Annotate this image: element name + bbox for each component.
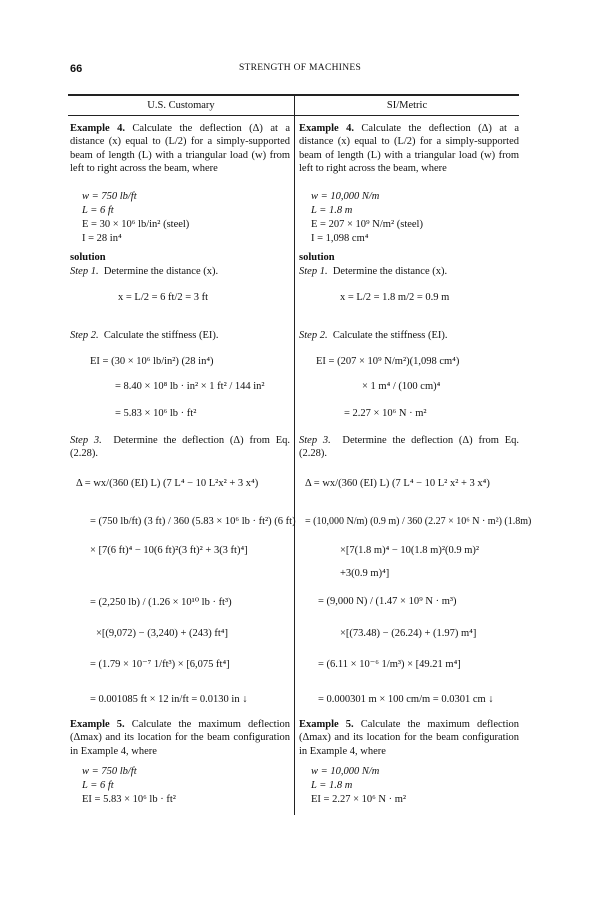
- ex5-given-L: L = 1.8 m: [311, 780, 353, 791]
- example-text: Calculate the deflection (Δ) at a distance (x) equal to (L/2) for a simply-supported beam of length (L) with a triangular load (w) from left to right across the beam, where: [299, 123, 520, 175]
- left-column-title: U.S. Customary: [147, 100, 215, 111]
- given-E: E = 30 × 10⁶ lb/in² (steel): [82, 219, 190, 230]
- deflection-line-2: = (10,000 N/m) (0.9 m) / 360 (2.27 × 10⁶ N · m²) (1.8m): [305, 516, 532, 527]
- step2: [299, 330, 448, 341]
- given-L: L = 1.8 m: [311, 205, 353, 216]
- step1: [299, 266, 447, 277]
- deflection-result: = 0.000301 m × 100 cm/m = 0.0301 cm ↓: [318, 694, 494, 705]
- ei-line-2: = 8.40 × 10⁸ lb · in² × 1 ft² / 144 in²: [115, 381, 265, 392]
- deflection-line-2: = (750 lb/ft) (3 ft) / 360 (5.83 × 10⁶ lb · ft²) (6 ft): [90, 516, 296, 527]
- step-text: Calculate the stiffness (EI).: [332, 330, 448, 341]
- ex5-given-w: w = 750 lb/ft: [82, 766, 137, 777]
- column-divider: [294, 95, 295, 815]
- example-label: Example 4.: [299, 123, 354, 134]
- right-step3: [299, 434, 519, 461]
- ex5-given-EI: EI = 5.83 × 10⁶ lb · ft²: [82, 794, 176, 805]
- right-example5-paragraph: [299, 718, 519, 758]
- example-text: Calculate the deflection (Δ) at a distance (x) equal to (L/2) for a simply-supported beam of length (L) with a triangular load (w) from left to right across the beam, where: [70, 123, 291, 175]
- step1-equation: x = L/2 = 1.8 m/2 = 0.9 m: [340, 292, 450, 303]
- left-step3: [70, 434, 290, 461]
- given-I: I = 1,098 cm⁴: [311, 233, 369, 244]
- step-text: Determine the distance (x).: [103, 266, 219, 277]
- given-w: w = 10,000 N/m: [311, 191, 380, 202]
- left-example5-paragraph: [70, 718, 290, 758]
- step-label: Step 2.: [70, 330, 99, 341]
- step1: [70, 266, 218, 277]
- ei-line-3: = 5.83 × 10⁶ lb · ft²: [115, 408, 197, 419]
- deflection-line-6: = (6.11 × 10⁻⁶ 1/m³) × [49.21 m⁴]: [318, 659, 461, 670]
- left-example4-paragraph: [70, 122, 290, 176]
- step-text: Calculate the stiffness (EI).: [103, 330, 219, 341]
- deflection-line-3: ×[7(1.8 m)⁴ − 10(1.8 m)²(0.9 m)²: [340, 545, 480, 556]
- example-text: Calculate the maximum deflection (Δmax) and its location for the beam configuration in Example 4, where: [70, 719, 290, 757]
- deflection-line-5: ×[(9,072) − (3,240) + (243) ft⁴]: [96, 628, 228, 639]
- deflection-line-4: = (2,250 lb) / (1.26 × 10¹⁰ lb · ft³): [90, 597, 232, 608]
- running-title: STRENGTH OF MACHINES: [238, 63, 362, 73]
- ei-line-2: × 1 m⁴ / (100 cm)⁴: [362, 381, 441, 392]
- page-number: 66: [70, 63, 83, 75]
- step2: [70, 330, 219, 341]
- example-label: Example 5.: [299, 719, 354, 730]
- example-label: Example 5.: [70, 719, 125, 730]
- step-text: Determine the deflection (Δ) from Eq. (2.28).: [70, 435, 290, 460]
- right-example4-paragraph: [299, 122, 519, 176]
- deflection-line-3: × [7(6 ft)⁴ − 10(6 ft)²(3 ft)² + 3(3 ft)⁴]: [90, 545, 248, 556]
- ei-line-1: EI = (207 × 10⁹ N/m²)(1,098 cm⁴): [316, 356, 460, 367]
- deflection-line-5: ×[(73.48) − (26.24) + (1.97) m⁴]: [340, 628, 477, 639]
- step-text: Determine the distance (x).: [332, 266, 448, 277]
- step-label: Step 2.: [299, 330, 328, 341]
- step-label: Step 1.: [299, 266, 328, 277]
- ei-line-1: EI = (30 × 10⁶ lb/in²) (28 in⁴): [90, 356, 214, 367]
- solution-label: solution: [70, 252, 106, 263]
- step-text: Determine the deflection (Δ) from Eq. (2.28).: [299, 435, 519, 460]
- given-L: L = 6 ft: [82, 205, 114, 216]
- solution-label: solution: [299, 252, 335, 263]
- ei-line-3: = 2.27 × 10⁶ N · m²: [344, 408, 427, 419]
- ex5-given-w: w = 10,000 N/m: [311, 766, 380, 777]
- deflection-line-3b: +3(0.9 m)⁴]: [340, 568, 390, 579]
- deflection-result: = 0.001085 ft × 12 in/ft = 0.0130 in ↓: [90, 694, 248, 705]
- right-column-title: SI/Metric: [386, 100, 428, 111]
- example-label: Example 4.: [70, 123, 125, 134]
- deflection-line-1: Δ = wx/(360 (EI) L) (7 L⁴ − 10 L² x² + 3 x⁴): [305, 478, 490, 489]
- given-I: I = 28 in⁴: [82, 233, 122, 244]
- step-label: Step 3.: [70, 435, 102, 446]
- deflection-line-4: = (9,000 N) / (1.47 × 10⁹ N · m³): [318, 596, 457, 607]
- example-text: Calculate the maximum deflection (Δmax) and its location for the beam configuration in Example 4, where: [299, 719, 519, 757]
- step-label: Step 1.: [70, 266, 99, 277]
- ex5-given-L: L = 6 ft: [82, 780, 114, 791]
- given-w: w = 750 lb/ft: [82, 191, 137, 202]
- ex5-given-EI: EI = 2.27 × 10⁶ N · m²: [311, 794, 407, 805]
- step-label: Step 3.: [299, 435, 331, 446]
- deflection-line-1: Δ = wx/(360 (EI) L) (7 L⁴ − 10 L²x² + 3 x⁴): [76, 478, 259, 489]
- deflection-line-6: = (1.79 × 10⁻⁷ 1/ft³) × [6,075 ft⁴]: [90, 659, 230, 670]
- step1-equation: x = L/2 = 6 ft/2 = 3 ft: [118, 292, 209, 303]
- given-E: E = 207 × 10⁹ N/m² (steel): [311, 219, 423, 230]
